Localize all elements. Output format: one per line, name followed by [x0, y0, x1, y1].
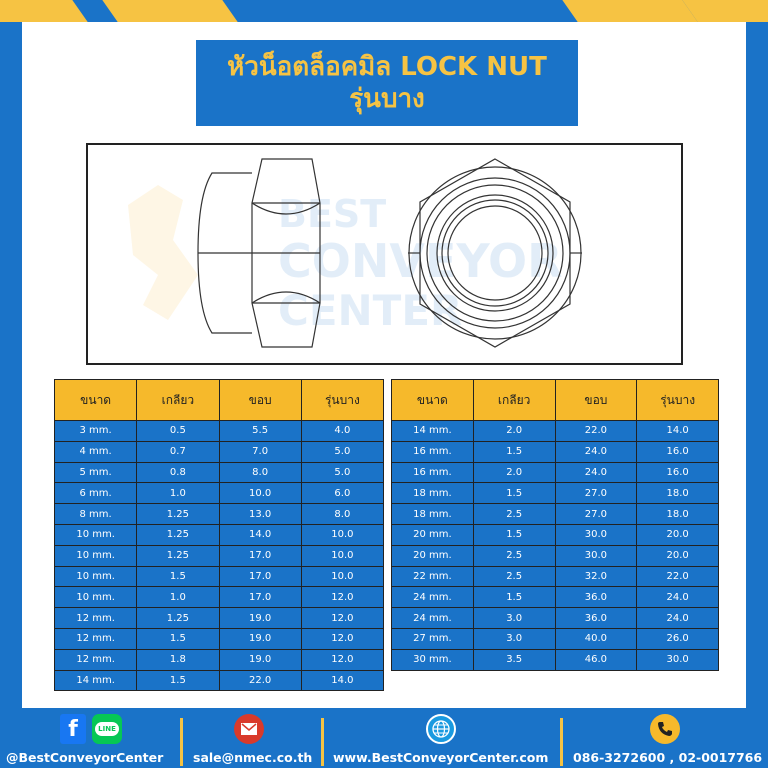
table-row: [392, 483, 719, 504]
facebook-letter: f: [68, 716, 78, 742]
email-icon[interactable]: [234, 714, 264, 744]
cell: 16 mm.: [392, 462, 474, 483]
table-row: [392, 504, 719, 525]
cell: 1.5: [473, 587, 555, 608]
cell: 10.0: [301, 566, 383, 587]
table-row: [55, 524, 384, 545]
cell: 19.0: [219, 649, 301, 670]
cell: 10.0: [301, 524, 383, 545]
cell: 10 mm.: [55, 566, 137, 587]
table-row: [392, 608, 719, 629]
cell: 18.0: [637, 504, 719, 525]
cell: 20.0: [637, 545, 719, 566]
cell: 20.0: [637, 524, 719, 545]
header-width: ขอบ: [219, 380, 301, 421]
cell: 14.0: [637, 421, 719, 442]
cell: 18 mm.: [392, 504, 474, 525]
cell: 10.0: [219, 483, 301, 504]
phone-icon[interactable]: [650, 714, 680, 744]
cell: 32.0: [555, 566, 637, 587]
cell: 1.0: [137, 587, 219, 608]
cell: 18 mm.: [392, 483, 474, 504]
cell: 1.25: [137, 545, 219, 566]
cell: 12.0: [301, 628, 383, 649]
cell: 5 mm.: [55, 462, 137, 483]
cell: 22.0: [219, 670, 301, 691]
table-row: [392, 566, 719, 587]
cell: 3.0: [473, 628, 555, 649]
cell: 22.0: [637, 566, 719, 587]
cell: 1.25: [137, 504, 219, 525]
cell: 17.0: [219, 566, 301, 587]
watermark-line-1: BEST: [278, 192, 387, 236]
table-row: [55, 441, 384, 462]
stripe: [102, 0, 237, 22]
phone-glyph-icon: [657, 721, 673, 737]
website-url[interactable]: www.BestConveyorCenter.com: [333, 750, 549, 765]
cell: 2.0: [473, 421, 555, 442]
cell: 2.0: [473, 462, 555, 483]
cell: 10 mm.: [55, 587, 137, 608]
envelope-icon: [241, 723, 257, 735]
cell: 5.0: [301, 462, 383, 483]
cell: 36.0: [555, 608, 637, 629]
table-row: [392, 421, 719, 442]
header-thread: เกลียว: [473, 380, 555, 421]
stripe: [562, 0, 697, 22]
cell: 0.7: [137, 441, 219, 462]
cell: 10.0: [301, 545, 383, 566]
cell: 16 mm.: [392, 441, 474, 462]
cell: 30.0: [555, 545, 637, 566]
watermark: [128, 185, 563, 335]
title-line-1: หัวน็อตล็อคมิล LOCK NUT: [227, 52, 547, 82]
cell: 30.0: [637, 649, 719, 670]
cell: 0.5: [137, 421, 219, 442]
cell: 7.0: [219, 441, 301, 462]
stripe: [682, 0, 768, 22]
cell: 4.0: [301, 421, 383, 442]
header-size: ขนาด: [55, 380, 137, 421]
cell: 12 mm.: [55, 628, 137, 649]
globe-glyph-icon: [432, 720, 450, 738]
title-line-2: รุ่นบาง: [349, 84, 425, 114]
cell: 20 mm.: [392, 524, 474, 545]
table-row: [55, 608, 384, 629]
nut-drawing-svg: [88, 145, 681, 363]
header-size: ขนาด: [392, 380, 474, 421]
cell: 17.0: [219, 545, 301, 566]
cell: 14.0: [301, 670, 383, 691]
cell: 5.5: [219, 421, 301, 442]
cell: 1.5: [473, 483, 555, 504]
cell: 27.0: [555, 504, 637, 525]
cell: 27 mm.: [392, 628, 474, 649]
table-row: [55, 462, 384, 483]
cell: 24.0: [637, 587, 719, 608]
table-row: [55, 649, 384, 670]
header-thin-height: รุ่นบาง: [637, 380, 719, 421]
table-row: [55, 670, 384, 691]
footer-divider: [560, 718, 563, 766]
cell: 24 mm.: [392, 608, 474, 629]
footer-divider: [180, 718, 183, 766]
globe-icon[interactable]: [426, 714, 456, 744]
cell: 16.0: [637, 462, 719, 483]
cell: 27.0: [555, 483, 637, 504]
cell: 1.8: [137, 649, 219, 670]
cell: 36.0: [555, 587, 637, 608]
cell: 14.0: [219, 524, 301, 545]
table-header-row: [392, 380, 719, 421]
cell: 12.0: [301, 608, 383, 629]
cell: 1.25: [137, 608, 219, 629]
cell: 20 mm.: [392, 545, 474, 566]
header-thin-height: รุ่นบาง: [301, 380, 383, 421]
social-handle[interactable]: @BestConveyorCenter: [6, 750, 164, 765]
table-row: [392, 462, 719, 483]
watermark-line-3: CENTER: [278, 286, 463, 335]
cell: 8.0: [219, 462, 301, 483]
cell: 1.5: [137, 670, 219, 691]
cell: 22.0: [555, 421, 637, 442]
cell: 1.25: [137, 524, 219, 545]
cell: 22 mm.: [392, 566, 474, 587]
cell: 2.5: [473, 545, 555, 566]
header-width: ขอบ: [555, 380, 637, 421]
cell: 10 mm.: [55, 545, 137, 566]
spec-table-left: [54, 379, 384, 691]
cell: 3.0: [473, 608, 555, 629]
table-row: [55, 483, 384, 504]
footer-contact-bar: [0, 712, 768, 768]
top-stripes: [0, 0, 768, 22]
cell: 12.0: [301, 649, 383, 670]
table-row: [392, 441, 719, 462]
stripe: [0, 0, 88, 22]
cell: 12.0: [301, 587, 383, 608]
cell: 24.0: [555, 441, 637, 462]
cell: 12 mm.: [55, 649, 137, 670]
cell: 0.8: [137, 462, 219, 483]
line-icon[interactable]: [92, 714, 122, 744]
watermark-logo-icon: [128, 185, 198, 320]
table-row: [55, 566, 384, 587]
cell: 4 mm.: [55, 441, 137, 462]
cell: 30.0: [555, 524, 637, 545]
cell: 19.0: [219, 608, 301, 629]
cell: 5.0: [301, 441, 383, 462]
table-row: [55, 545, 384, 566]
cell: 2.5: [473, 504, 555, 525]
cell: 1.5: [473, 441, 555, 462]
nut-drawing: [86, 143, 683, 365]
table-row: [392, 587, 719, 608]
cell: 6 mm.: [55, 483, 137, 504]
table-row: [55, 587, 384, 608]
cell: 8.0: [301, 504, 383, 525]
cell: 3 mm.: [55, 421, 137, 442]
cell: 24 mm.: [392, 587, 474, 608]
watermark-line-2: CONVEYOR: [278, 234, 563, 288]
cell: 14 mm.: [392, 421, 474, 442]
table-row: [55, 628, 384, 649]
cell: 16.0: [637, 441, 719, 462]
cell: 12 mm.: [55, 608, 137, 629]
table-row: [392, 524, 719, 545]
title-banner: [196, 40, 578, 126]
cell: 40.0: [555, 628, 637, 649]
cell: 1.5: [137, 628, 219, 649]
cell: 6.0: [301, 483, 383, 504]
cell: 24.0: [555, 462, 637, 483]
cell: 13.0: [219, 504, 301, 525]
table-header-row: [55, 380, 384, 421]
table-row: [392, 545, 719, 566]
cell: 46.0: [555, 649, 637, 670]
line-icon-label: LINE: [95, 722, 119, 736]
cell: 3.5: [473, 649, 555, 670]
cell: 2.5: [473, 566, 555, 587]
table-row: [55, 504, 384, 525]
footer-divider: [321, 718, 324, 766]
email-address[interactable]: sale@nmec.co.th: [193, 750, 313, 765]
header-thread: เกลียว: [137, 380, 219, 421]
spec-table-right: [391, 379, 719, 671]
cell: 17.0: [219, 587, 301, 608]
table-row: [55, 421, 384, 442]
facebook-icon[interactable]: [60, 714, 86, 744]
table-row: [392, 628, 719, 649]
cell: 1.0: [137, 483, 219, 504]
cell: 1.5: [473, 524, 555, 545]
cell: 24.0: [637, 608, 719, 629]
cell: 18.0: [637, 483, 719, 504]
table-row: [392, 649, 719, 670]
cell: 8 mm.: [55, 504, 137, 525]
cell: 30 mm.: [392, 649, 474, 670]
cell: 19.0: [219, 628, 301, 649]
phone-numbers[interactable]: 086-3272600 , 02-0017766: [573, 750, 763, 765]
cell: 26.0: [637, 628, 719, 649]
cell: 10 mm.: [55, 524, 137, 545]
cell: 14 mm.: [55, 670, 137, 691]
cell: 1.5: [137, 566, 219, 587]
